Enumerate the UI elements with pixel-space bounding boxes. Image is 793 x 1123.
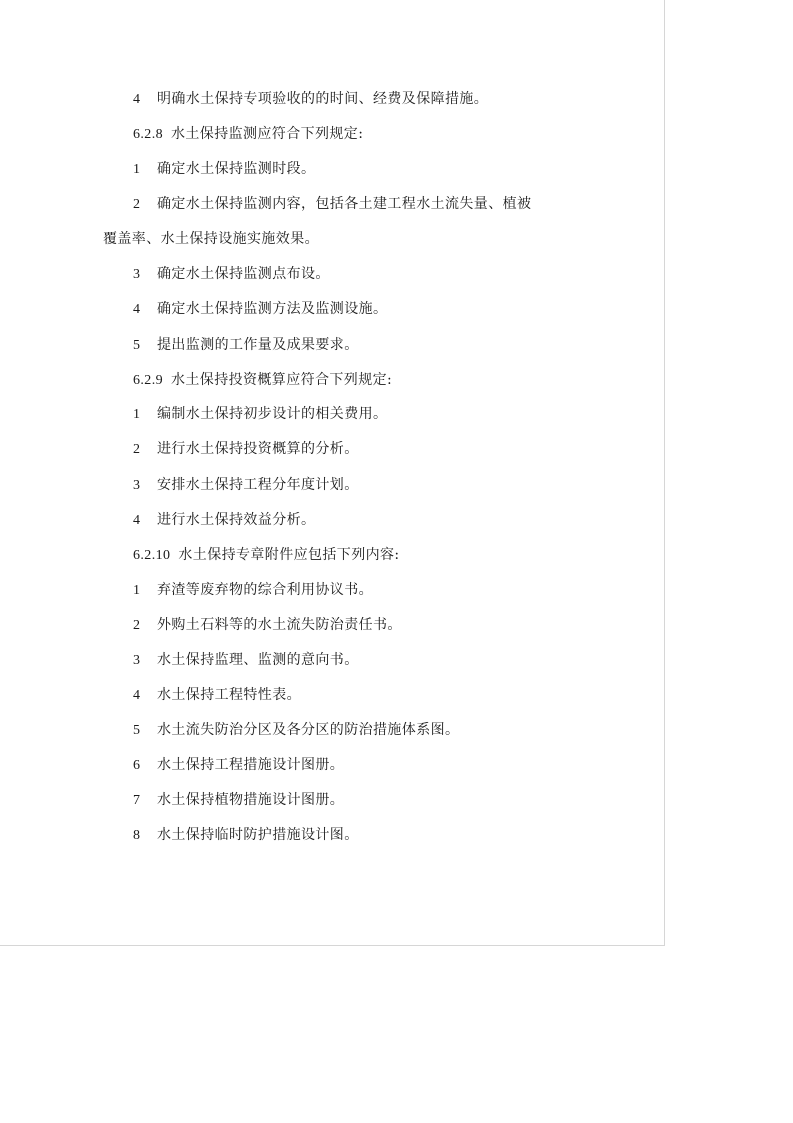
item-text: 水土保持植物措施设计图册。 bbox=[157, 792, 345, 808]
section-heading bbox=[133, 371, 392, 390]
list-item bbox=[133, 300, 387, 319]
item-number: 3 bbox=[133, 653, 141, 668]
section-heading bbox=[133, 546, 400, 565]
item-number: 2 bbox=[133, 442, 141, 457]
list-item bbox=[133, 160, 315, 179]
list-item bbox=[133, 581, 373, 600]
item-text: 编制水土保持初步设计的相关费用。 bbox=[157, 406, 388, 422]
item-text: 水土保持工程措施设计图册。 bbox=[157, 757, 345, 773]
item-text: 水土保持监理、监测的意向书。 bbox=[157, 652, 359, 668]
list-item bbox=[133, 791, 344, 810]
section-number: 6.2.9 bbox=[133, 373, 163, 388]
item-number: 7 bbox=[133, 793, 141, 808]
item-text: 进行水土保持效益分析。 bbox=[157, 512, 316, 528]
item-number: 1 bbox=[133, 583, 141, 598]
section-number: 6.2.8 bbox=[133, 127, 163, 142]
item-text: 安排水土保持工程分年度计划。 bbox=[157, 477, 359, 493]
list-item bbox=[133, 686, 301, 705]
item-text: 弃渣等废弃物的综合利用协议书。 bbox=[157, 582, 373, 598]
list-item bbox=[133, 721, 459, 740]
item-text: 明确水土保持专项验收的的时间、经费及保障措施。 bbox=[157, 91, 489, 107]
list-item bbox=[133, 195, 531, 214]
item-number: 5 bbox=[133, 338, 141, 353]
list-item bbox=[133, 90, 488, 109]
item-text: 提出监测的工作量及成果要求。 bbox=[157, 337, 359, 353]
item-number: 3 bbox=[133, 267, 141, 282]
list-item bbox=[133, 476, 359, 495]
item-text: 进行水土保持投资概算的分析。 bbox=[157, 441, 359, 457]
list-item bbox=[133, 440, 359, 459]
item-number: 2 bbox=[133, 618, 141, 633]
list-item bbox=[133, 405, 387, 424]
item-text: 覆盖率、水土保持设施实施效果。 bbox=[103, 231, 319, 247]
continuation-line bbox=[103, 230, 319, 248]
item-text: 确定水土保持监测方法及监测设施。 bbox=[157, 301, 388, 317]
item-text: 外购土石料等的水土流失防治责任书。 bbox=[157, 617, 402, 633]
item-number: 6 bbox=[133, 758, 141, 773]
list-item bbox=[133, 265, 330, 284]
item-text: 水土保持工程特性表。 bbox=[157, 687, 301, 703]
section-text: 水土保持投资概算应符合下列规定: bbox=[171, 372, 393, 388]
section-number: 6.2.10 bbox=[133, 548, 171, 563]
item-number: 4 bbox=[133, 513, 141, 528]
item-number: 8 bbox=[133, 828, 141, 843]
item-text: 确定水土保持监测点布设。 bbox=[157, 266, 330, 282]
item-number: 4 bbox=[133, 92, 141, 107]
section-text: 水土保持专章附件应包括下列内容: bbox=[178, 547, 400, 563]
section-heading bbox=[133, 125, 363, 144]
item-text: 确定水土保持监测内容，包括各土建工程水土流失量、植被 bbox=[157, 196, 532, 212]
item-text: 水土流失防治分区及各分区的防治措施体系图。 bbox=[157, 722, 460, 738]
item-number: 5 bbox=[133, 723, 141, 738]
list-item bbox=[133, 616, 402, 635]
item-number: 1 bbox=[133, 407, 141, 422]
item-number: 4 bbox=[133, 688, 141, 703]
item-text: 水土保持临时防护措施设计图。 bbox=[157, 827, 359, 843]
list-item bbox=[133, 336, 359, 355]
list-item bbox=[133, 826, 359, 845]
list-item bbox=[133, 651, 359, 670]
list-item bbox=[133, 511, 315, 530]
item-number: 3 bbox=[133, 478, 141, 493]
item-number: 1 bbox=[133, 162, 141, 177]
item-number: 4 bbox=[133, 302, 141, 317]
list-item bbox=[133, 756, 344, 775]
item-text: 确定水土保持监测时段。 bbox=[157, 161, 316, 177]
section-text: 水土保持监测应符合下列规定: bbox=[171, 126, 364, 142]
item-number: 2 bbox=[133, 197, 141, 212]
